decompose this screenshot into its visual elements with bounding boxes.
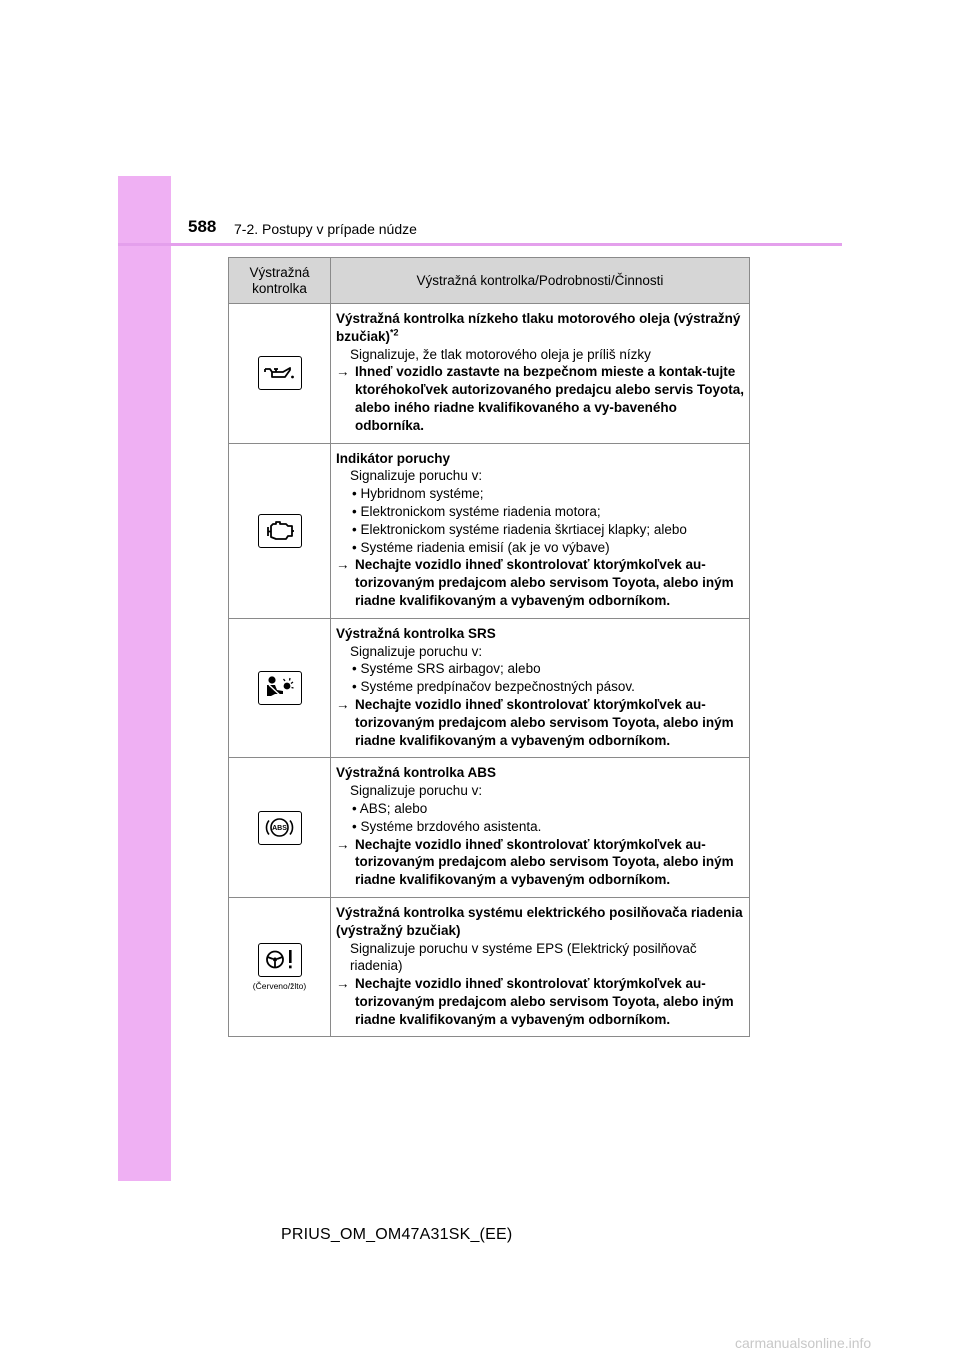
- section-title: 7-2. Postupy v prípade núdze: [234, 221, 417, 237]
- list-item: • Systéme riadenia emisií (ak je vo výbave): [352, 539, 610, 555]
- row-title: Výstražná kontrolka nízkeho tlaku motorového oleja (výstražný bzučiak)$^{*2}$: [336, 311, 741, 344]
- column-header-warning-light: Výstražná kontrolka: [229, 258, 331, 304]
- warning-lights-table: [228, 257, 750, 1037]
- table-row: [229, 443, 750, 618]
- document-footer: PRIUS_OM_OM47A31SK_(EE): [281, 1226, 513, 1243]
- list-item: • Systéme SRS airbagov; alebo: [352, 661, 541, 677]
- table-header-row: [229, 258, 750, 304]
- row-detail: Signalizuje poruchu v:: [350, 783, 483, 799]
- column-header-details: Výstražná kontrolka/Podrobnosti/Činnosti: [331, 258, 750, 304]
- description-cell: [331, 897, 750, 1037]
- srs-airbag-icon: [258, 671, 302, 705]
- list-item: • Systéme brzdového asistenta.: [352, 818, 542, 834]
- page-side-tab: [118, 176, 171, 1181]
- table-row: [229, 758, 750, 898]
- row-action: → Nechajte vozidlo ihneď skontrolovať ktorýmkoľvek au-torizovaným predajcom alebo servisom Toyota, alebo iným riadne kvalifikovaným a vybaveným odborníkom.: [336, 696, 734, 748]
- icon-cell: [229, 618, 331, 758]
- row-title: Indikátor poruchy: [336, 450, 451, 466]
- icon-cell: [229, 758, 331, 898]
- description-cell: [331, 304, 750, 444]
- arrow-icon: →: [336, 557, 350, 573]
- engine-malfunction-icon: [258, 514, 302, 548]
- oil-pressure-icon: [258, 356, 302, 390]
- icon-cell: [229, 443, 331, 618]
- description-cell: [331, 618, 750, 758]
- row-title: Výstražná kontrolka SRS: [336, 625, 496, 641]
- icon-color-note: (Červeno/žlto): [252, 981, 307, 992]
- icon-cell: [229, 304, 331, 444]
- row-action: → Nechajte vozidlo ihneď skontrolovať ktorýmkoľvek au-torizovaným predajcom alebo servisom Toyota, alebo iným riadne kvalifikovaným a vybaveným odborníkom.: [336, 836, 734, 888]
- arrow-icon: →: [336, 836, 350, 852]
- power-steering-icon: [258, 943, 302, 977]
- icon-cell: [229, 897, 331, 1037]
- list-item: • Elektronickom systéme riadenia motora;: [352, 503, 601, 519]
- abs-icon: [258, 811, 302, 845]
- list-item: • Hybridnom systéme;: [352, 486, 484, 502]
- description-cell: [331, 443, 750, 618]
- arrow-icon: →: [336, 696, 350, 712]
- arrow-icon: →: [336, 364, 350, 380]
- row-action: → Ihneď vozidlo zastavte na bezpečnom mieste a kontak-tujte ktoréhokoľvek autorizovaného predajcu alebo servis Toyota, alebo iného riadne kvalifikovaného a vy-baveného odborníka.: [336, 364, 745, 433]
- row-detail: Signalizuje poruchu v:: [350, 468, 483, 484]
- row-detail: Signalizuje poruchu v systéme EPS (Elektrický posilňovač riadenia): [350, 940, 697, 974]
- watermark: carmanualsonline.info: [735, 1335, 872, 1351]
- description-cell: [331, 758, 750, 898]
- row-title: Výstražná kontrolka ABS: [336, 765, 497, 781]
- row-action: → Nechajte vozidlo ihneď skontrolovať ktorýmkoľvek au-torizovaným predajcom alebo servisom Toyota, alebo iným riadne kvalifikovaným a vybaveným odborníkom.: [336, 557, 734, 608]
- abs-icon-label: ABS: [271, 824, 287, 832]
- arrow-icon: →: [336, 976, 350, 992]
- row-detail: Signalizuje, že tlak motorového oleja je príliš nízky: [350, 346, 651, 362]
- row-action: → Nechajte vozidlo ihneď skontrolovať ktorýmkoľvek au-torizovaným predajcom alebo servisom Toyota, alebo iným riadne kvalifikovaným a vybaveným odborníkom.: [336, 976, 734, 1027]
- page-number: 588: [188, 217, 217, 236]
- table-row: [229, 618, 750, 758]
- list-item: • ABS; alebo: [352, 800, 428, 816]
- list-item: • Systéme predpínačov bezpečnostných pásov.: [352, 679, 635, 695]
- table-row: [229, 304, 750, 444]
- row-detail: Signalizuje poruchu v:: [350, 643, 483, 659]
- table-row: [229, 897, 750, 1037]
- list-item: • Elektronickom systéme riadenia škrtiacej klapky; alebo: [352, 521, 687, 537]
- footnote-marker: *2: [390, 327, 399, 338]
- row-title: Výstražná kontrolka systému elektrického posilňovača riadenia (výstražný bzučiak): [336, 904, 743, 938]
- header-rule: [118, 243, 842, 246]
